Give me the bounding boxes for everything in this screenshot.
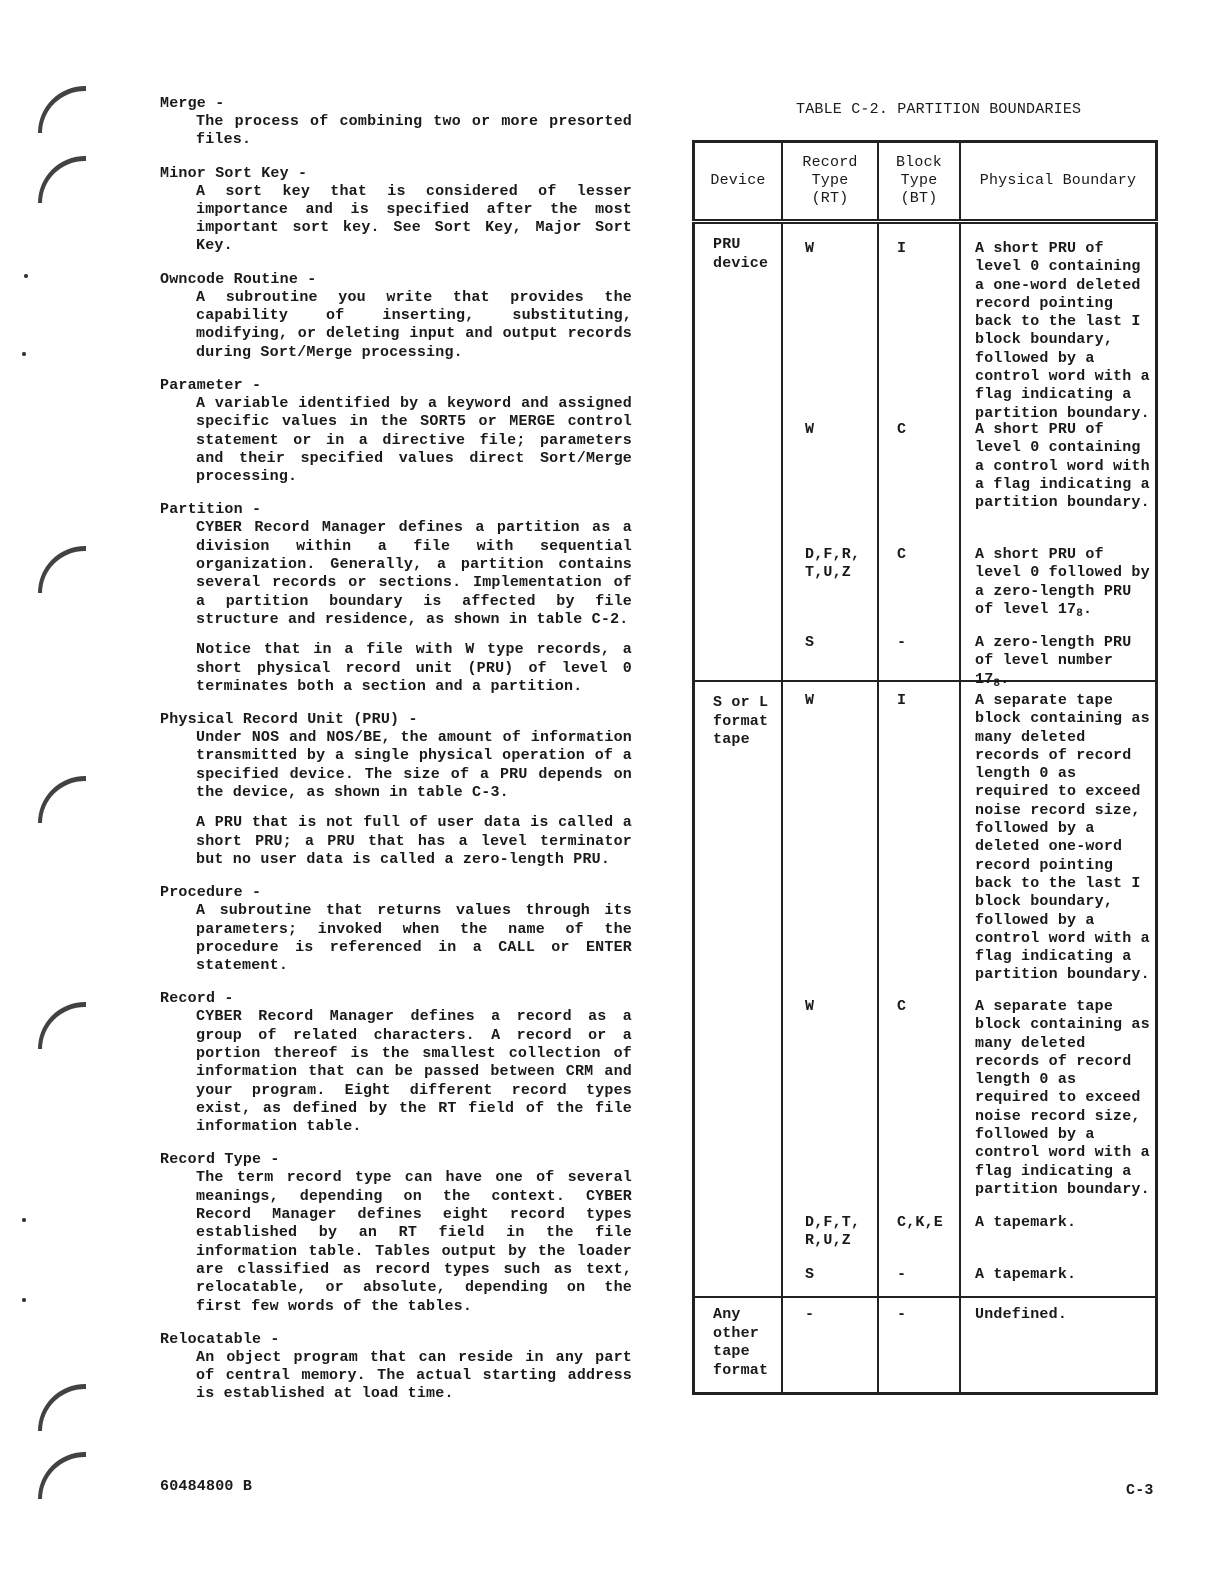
glossary-definition	[160, 395, 632, 486]
glossary-term: Minor Sort Key -	[160, 164, 308, 182]
table-row-s-or-l-tape	[694, 681, 1157, 1297]
scan-speck	[24, 274, 28, 278]
glossary-term: Record -	[160, 990, 234, 1008]
glossary-definition	[160, 113, 632, 150]
glossary-entry-relocatable	[160, 1330, 632, 1404]
glossary-term: Parameter -	[160, 376, 262, 394]
glossary-entry-pru	[160, 710, 632, 869]
glossary-definition	[160, 519, 632, 696]
glossary-term: Procedure -	[160, 884, 262, 902]
header-record-type: Record Type (RT)	[782, 142, 878, 222]
definition-paragraph: A subroutine that returns values through its parameters; invoked when the name of the procedure is referenced in a CALL or ENTER statement.	[196, 902, 632, 975]
scan-speck	[22, 352, 26, 356]
cell-block-type: -	[878, 1297, 960, 1394]
header-block-type: Block Type (BT)	[878, 142, 960, 222]
definition-paragraph: An object program that can reside in any part of central memory. The actual starting address is established at load time.	[196, 1348, 632, 1403]
binder-hole-mark	[38, 86, 86, 133]
table-header-row	[694, 142, 1157, 222]
glossary-entry-record-type	[160, 1150, 632, 1315]
glossary-term: Partition -	[160, 501, 262, 519]
definition-paragraph: CYBER Record Manager defines a partition as a division within a file with sequential organization. Generally, a partition contains several records or sections. Implementation of a partition boundary is affected by file structure and residence, as shown in table C-2.	[196, 519, 632, 628]
scan-speck	[22, 1218, 26, 1222]
glossary-definition	[160, 1169, 632, 1315]
cell-physical-boundary: A short PRU of level 0 containing a one-word deleted record pointing back to the last I block boundary, followed by a control word with a flag indicating a partition boundary. A short PRU of level 0 containing a control word with a flag indicating a partition boundary. A short PRU of level 0 followed by a zero-length PRU of level $17_8$. A zero-length PRU of level number $17_8$.	[960, 222, 1157, 682]
glossary-entry-procedure	[160, 883, 632, 975]
glossary-entry-minor-sort-key	[160, 164, 632, 256]
glossary-definition	[160, 902, 632, 975]
table-title: TABLE C-2. PARTITION BOUNDARIES	[796, 101, 1082, 118]
glossary-term: Physical Record Unit (PRU) -	[160, 711, 418, 729]
table-row-other-tape	[694, 1297, 1157, 1394]
cell-physical-boundary: A separate tape block containing as many deleted records of record length 0 as required to exceed noise record size, followed by a deleted one-word record pointing back to the last I block boundary, followed by a control word with a flag indicating a partition boundary. A separate tape block containing as many deleted records of record length 0 as required to exceed noise record size, followed by a control word with a flag indicating a partition boundary. A tapemark. A tapemark.	[960, 681, 1157, 1297]
definition-paragraph: A sort key that is considered of lesser importance and is specified after the most important sort key. See Sort Key, Major Sort Key.	[196, 182, 632, 255]
page-number: C-3	[1126, 1482, 1154, 1499]
definition-paragraph: A variable identified by a keyword and assigned specific values in the SORT5 or MERGE control statement or in a directive file; parameters and their specified values direct Sort/Merge processing.	[196, 394, 632, 486]
scan-speck	[22, 1298, 26, 1302]
cell-record-type: W W D,F,T, R,U,Z S	[782, 681, 878, 1297]
binder-hole-mark	[38, 1384, 86, 1431]
definition-paragraph: CYBER Record Manager defines a record as a group of related characters. A record or a portion thereof is the smallest collection of information that can be passed between CRM and your program. Eight different record types exist, as defined by the RT field of the file information table.	[196, 1008, 632, 1136]
header-device: Device	[694, 142, 783, 222]
partition-boundaries-table	[692, 140, 1158, 1395]
definition-paragraph: A PRU that is not full of user data is called a short PRU; a PRU that has a level terminator but no user data is called a zero-length PRU.	[196, 814, 632, 868]
binder-hole-mark	[38, 546, 86, 593]
definition-paragraph: The process of combining two or more presorted files.	[196, 113, 632, 149]
cell-record-type: W W D,F,R, T,U,Z S	[782, 222, 878, 682]
glossary-term: Record Type -	[160, 1151, 280, 1169]
cell-device: PRU device	[694, 222, 783, 682]
table-row-pru-device	[694, 222, 1157, 682]
glossary-definition	[160, 183, 632, 256]
cell-device: Any other tape format	[694, 1297, 783, 1394]
glossary-entry-merge	[160, 94, 632, 150]
definition-paragraph: Notice that in a file with W type records, a short physical record unit (PRU) of level 0 terminates both a section and a partition.	[196, 641, 632, 695]
glossary-term: Owncode Routine -	[160, 270, 317, 288]
glossary-term: Relocatable -	[160, 1330, 280, 1348]
cell-block-type: I C C,K,E -	[878, 681, 960, 1297]
definition-paragraph: Under NOS and NOS/BE, the amount of information transmitted by a single physical operation of a specified device. The size of a PRU depends on the device, as shown in table C-3.	[196, 729, 632, 802]
binder-hole-mark	[38, 156, 86, 203]
binder-hole-mark	[38, 1452, 86, 1499]
cell-physical-boundary: Undefined.	[960, 1297, 1157, 1394]
glossary-definition	[160, 729, 632, 869]
cell-block-type: I C C -	[878, 222, 960, 682]
glossary-entry-record	[160, 989, 632, 1136]
binder-hole-mark	[38, 776, 86, 823]
document-number: 60484800 B	[160, 1478, 253, 1495]
glossary-entry-partition	[160, 500, 632, 696]
glossary-column	[160, 94, 632, 1418]
glossary-entry-parameter	[160, 376, 632, 486]
definition-paragraph: The term record type can have one of several meanings, depending on the context. CYBER Record Manager defines eight record types established by an RT field in the file information table. Tables output by the loader are classified as record types such as text, relocatable, or absolute, depending on the first few words of the tables.	[196, 1169, 632, 1315]
glossary-definition	[160, 289, 632, 362]
header-physical-boundary: Physical Boundary	[960, 142, 1157, 222]
glossary-definition	[160, 1349, 632, 1404]
binder-hole-mark	[38, 1002, 86, 1049]
glossary-definition	[160, 1008, 632, 1136]
cell-record-type: -	[782, 1297, 878, 1394]
glossary-entry-owncode-routine	[160, 270, 632, 362]
glossary-term: Merge -	[160, 95, 225, 112]
cell-device: S or L format tape	[694, 681, 783, 1297]
definition-paragraph: A subroutine you write that provides the capability of inserting, substituting, modifying, or deleting input and output records during Sort/Merge processing.	[196, 288, 632, 361]
